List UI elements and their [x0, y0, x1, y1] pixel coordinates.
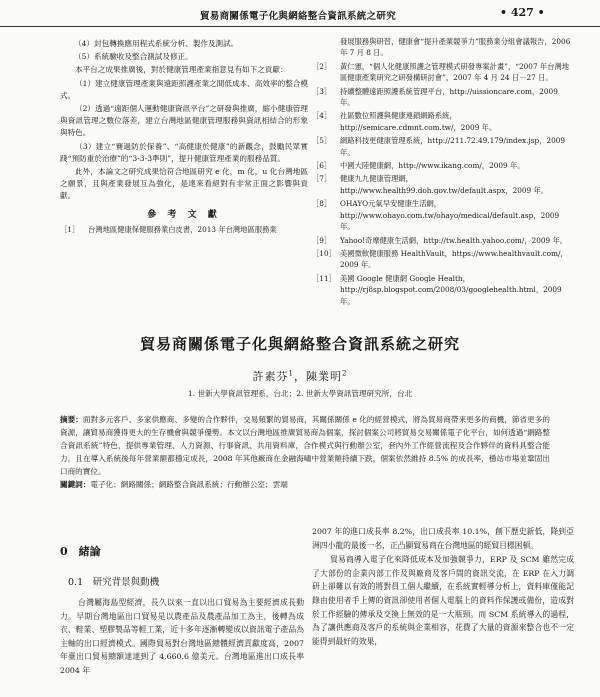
paragraph: 貿易商導入電子化來降低成本及加強競爭力，ERP 及 SCM 雖然完成了大部份的企業內部工作及與廠商及客戶間的資訊交流，在 ERP 在入力調研上卻難以有效的將對員工個人繼續，在系統實輕導分析上，資料庫僅能記錄由使用者手上傳的資訊卻使用者個人電腦上的資料作保護或備份，造成對於工作經驗的傳承及交換上無效的是一大瓶頸。而 SCM 系統導入的過程，為了讓供應商及客戶的系統與企業相容，花費了大量的資源來整合也不一定能得到最好的效果， — [312, 555, 574, 646]
reference-text: OHAYO元氣早安健康生活網，http://www.ohayo.com.tw/ohayo/medical/default.asp，2009 年。 — [340, 199, 560, 232]
paragraph: 2007 年的進口成長率 8.2%，出口成長率 10.1%，創下歷史新低，降到亞洲四小龍的最後一名，正凸顯貿易商在台灣地區的經貿目標困頓。 — [312, 527, 574, 550]
left-column-continuation — [60, 38, 308, 237]
reference-number: ［9］ — [312, 235, 332, 245]
reference-number: ［8］ — [312, 199, 332, 209]
page-number: • 427 • — [500, 6, 545, 19]
reference-item — [312, 135, 574, 158]
reference-number: ［11］ — [312, 273, 336, 283]
reference-item — [60, 224, 308, 235]
list-item: （5）系統驗收及整合測試及修正。 — [74, 52, 193, 62]
reference-text: 持續整體遠距照護系統管理平台，http://uissioncare.com，2009 年。 — [340, 86, 558, 108]
reference-text: 發展服務與研習，健康會“提升產業競爭力”服務業分組會議報告，2006 年 7 月 8 日。 — [340, 37, 571, 58]
body-left-column — [60, 596, 304, 679]
page-header — [0, 0, 600, 27]
reference-item — [312, 198, 574, 232]
reference-text: 健康九九健康管理網，http://www.health99.doh.gov.tw/default.aspx，2009 年。 — [340, 174, 549, 195]
list-item: （1）建立健康管理產業與遠距照護產業之間低成本、高效率的整合模式。 — [60, 78, 308, 100]
reference-item — [312, 61, 574, 84]
list-item: （2）透過“遠距個人運動健康資訊平台”之研發與推廣，縮小健康管理與資訊管理之數位落差，建立台灣地區健康管理服務與資訊相結合的形象與特色。 — [60, 104, 308, 138]
list-item: （3）建立“賽過防於保養”、“高健康於健康”的新觀念，鼓勵民眾實踐“預防重於治療”的“3-3-3準則”，提升健康管理產業的服務品質。 — [60, 141, 308, 163]
reference-number: ［5］ — [312, 136, 332, 146]
abstract-text: 面對多元客戶、多家供應商、多變的合作夥伴，交易頻繁的貿易商，其關係關係 e 化的經營模式，將為貿易商帶來更多的商機，節省更多的資源，讓貿易商獲得更大的生存機會與競爭優勢。本文以台灣地區推廣貿易商為個案，探討個案公司將貿易交易關係電子化平台，如何透過“網路整合資訊系統”特色，提供專業管理、人力資源、行事資訊、共用資料庫，合作模式與行動辦公室，套內外工作經營流程及合作夥伴的資料具整合能力，且在導入系統後每年營業額都穩定成長，2008 年其他廠商在金融海嘯中營業額持續下跌，個案依然維持 8.5% 的成長率，穩站市場並鞏固出口商的寶位。 — [60, 415, 550, 476]
list-item: （4）封包轉換應用程式系統分析、製作及測試。 — [74, 39, 239, 48]
subsection-title: 0.1 研究背景與動機 — [68, 577, 160, 588]
author-1-affil-mark: 1 — [288, 369, 294, 378]
reference-item — [312, 86, 574, 109]
keywords-label: 關鍵詞： — [60, 480, 91, 489]
reference-text: 美國 Google 健康網 Google Health，http://rj8sp.blogspot.com/2008/03/googlehealth.html，2009 年。 — [340, 273, 562, 306]
running-title: 貿易商關係電子化與網絡整合資訊系統之研究 — [200, 11, 397, 22]
reference-number: ［4］ — [312, 111, 332, 121]
authors — [0, 368, 600, 384]
author-2: ，陳業明 — [294, 370, 342, 383]
reference-number: ［10］ — [312, 248, 336, 258]
paragraph: 此外，本論文之研究成果恰符合地區研究 e 化，m 化，u 化台灣地區之願景，且與產業發展互為強化，是達來看絕對有非常正面之影響與貢獻。 — [60, 167, 308, 201]
reference-text: 台灣地區健康保健服務業白皮書，2013 年台灣地區服務業 — [88, 224, 277, 234]
abstract-label: 摘要： — [60, 415, 83, 424]
reference-text: 社區數位照護與健康連鎖網路系統，http://semicare.cdmnt.com.tw/，2009 年。 — [340, 111, 497, 132]
reference-number: ［1］ — [60, 224, 80, 234]
reference-number: ［3］ — [312, 86, 332, 96]
right-column-references — [312, 36, 574, 309]
reference-number: ［2］ — [312, 61, 332, 71]
reference-text: 黃仁憲，“個人化健康照護之管理模式研發專案計畫”，“2007 年台灣地區健康產業研究之研發構研討會”，2007 年 4 月 24 日－27 日。 — [340, 61, 570, 83]
reference-item — [312, 110, 574, 133]
paragraph: 本平台之成果推廣後，對於健康管理產業指意見有如下之貢獻： — [75, 65, 288, 75]
article-title: 貿易商關係電子化與網絡整合資訊系統之研究 — [139, 335, 460, 353]
reference-item — [312, 248, 574, 271]
reference-item — [312, 173, 574, 196]
reference-item — [312, 36, 574, 59]
reference-item — [312, 273, 574, 307]
reference-item — [312, 235, 574, 246]
reference-number: ［6］ — [312, 161, 332, 171]
reference-text: Yahoo!奇摩健康生活網，http://tw.health.yahoo.com/，2009 年。 — [340, 235, 568, 245]
author-2-affil-mark: 2 — [342, 369, 348, 378]
reference-text: 美國微軟健康服務 HealthVault，https://www.healthvault.com/，2009 年。 — [340, 248, 568, 270]
reference-text: 網路科技更健康管理系統，http://211.72.49.179/index.jsp，2009 年。 — [340, 136, 566, 157]
references-heading: 參 考 文 獻 — [147, 209, 221, 220]
author-1: 許素芬 — [252, 370, 289, 383]
keywords-text: 電子化；網路關係；網路整合資訊系統；行動辦公室；雲端 — [90, 480, 288, 489]
affiliations: 1. 世新大學資訊管理系，台北；2. 世新大學資訊管理研究所，台北 — [187, 389, 413, 398]
body-right-column — [312, 525, 574, 649]
reference-text: 中國大陸健康網，http://www.ikang.com/，2009 年。 — [340, 161, 525, 171]
paragraph: 台灣屬海島型經濟，長久以來一直以出口貿易為主要經濟成長動力。早期台灣地區出口貿易是以農產品及農產品加工為主，後轉為成衣、鞋業、塑膠製品等輕工業，近十多年逐漸轉變成以資訊電子產品為主軸的出口經濟模式。國際貿易對台灣地區總體經濟貢獻度高，2007 年臺出口貿易總額達達到了 4,660.6 億美元。台灣地區進出口成長率 2004 年 — [60, 598, 304, 675]
reference-number: ［7］ — [312, 174, 332, 184]
abstract — [60, 413, 550, 491]
section-title: 0 緒論 — [60, 545, 101, 558]
reference-item — [312, 160, 574, 171]
